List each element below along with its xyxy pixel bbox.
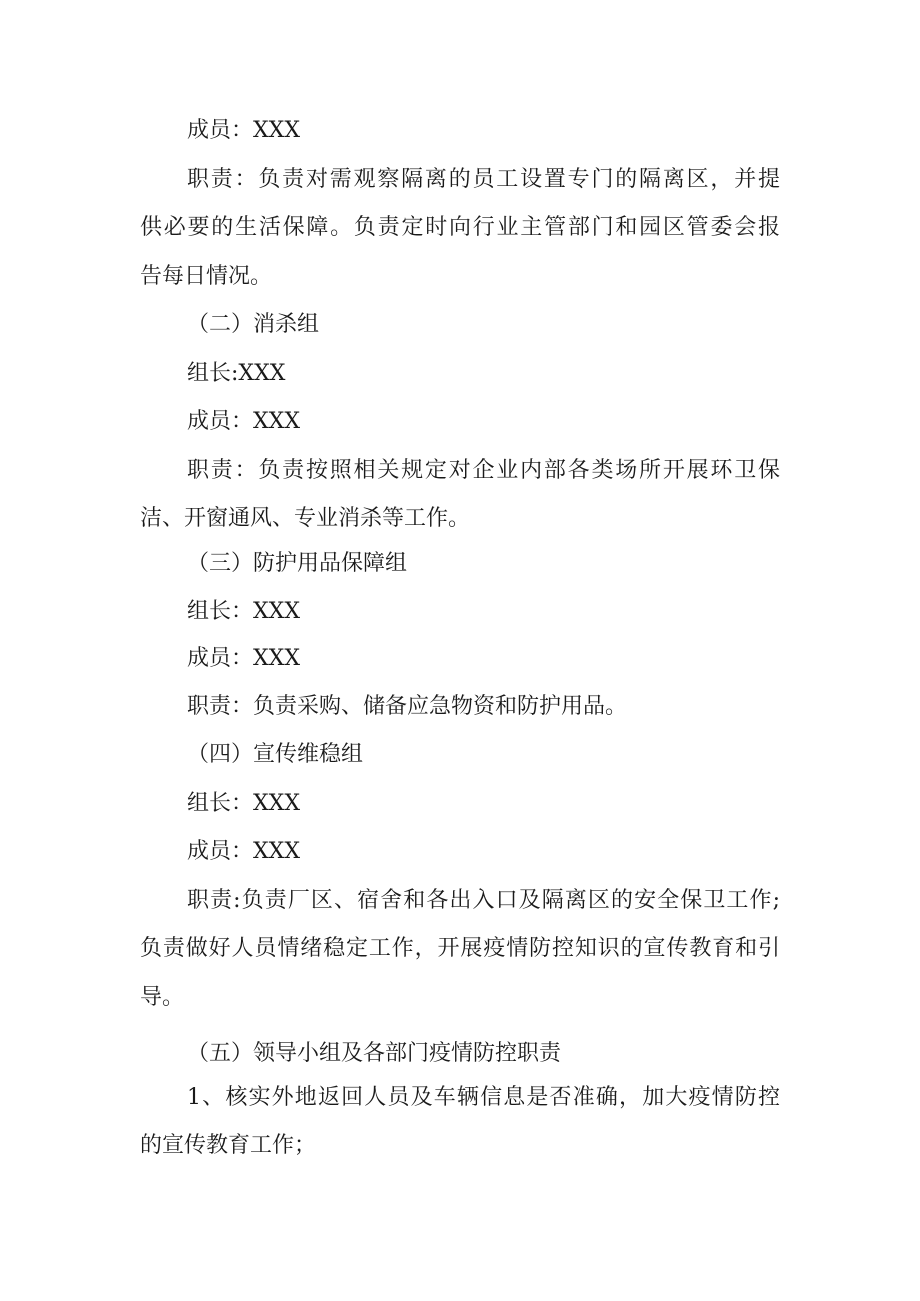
publicity-leader-line: 组长：XXX bbox=[187, 791, 300, 816]
disinfection-duty-line-1: 职责：负责按照相关规定对企业内部各类场所开展环卫保 bbox=[187, 458, 780, 483]
duty-item-1-line-1: 1、核实外地返回人员及车辆信息是否准确，加大疫情防控 bbox=[187, 1085, 780, 1110]
supplies-duty-line: 职责：负责采购、储备应急物资和防护用品。 bbox=[187, 694, 628, 719]
section-heading-leadership-duties: （五）领导小组及各部门疫情防控职责 bbox=[187, 1041, 562, 1066]
team1-member-line: 成员：XXX bbox=[187, 118, 300, 143]
disinfection-leader-line: 组长:XXX bbox=[187, 361, 286, 386]
publicity-duty-line-2: 负责做好人员情绪稳定工作，开展疫情防控知识的宣传教育和引 bbox=[140, 936, 780, 961]
duty-item-1-line-2: 的宣传教育工作； bbox=[140, 1133, 317, 1158]
disinfection-duty-line-2: 洁、开窗通风、专业消杀等工作。 bbox=[140, 506, 471, 531]
section-heading-disinfection: （二）消杀组 bbox=[187, 312, 320, 337]
section-heading-protective-supplies: （三）防护用品保障组 bbox=[187, 551, 408, 576]
supplies-member-line: 成员：XXX bbox=[187, 646, 300, 671]
supplies-leader-line: 组长：XXX bbox=[187, 599, 300, 624]
section-heading-publicity-stability: （四）宣传维稳组 bbox=[187, 742, 364, 767]
team1-duty-line-3: 告每日情况。 bbox=[140, 264, 273, 289]
publicity-member-line: 成员：XXX bbox=[187, 839, 300, 864]
publicity-duty-line-1: 职责:负责厂区、宿舍和各出入口及隔离区的安全保卫工作; bbox=[187, 888, 780, 913]
team1-duty-line-2: 供必要的生活保障。负责定时向行业主管部门和园区管委会报 bbox=[140, 215, 780, 240]
team1-duty-line-1: 职责：负责对需观察隔离的员工设置专门的隔离区，并提 bbox=[187, 167, 780, 192]
disinfection-member-line: 成员：XXX bbox=[187, 409, 300, 434]
publicity-duty-line-3: 导。 bbox=[140, 985, 185, 1010]
